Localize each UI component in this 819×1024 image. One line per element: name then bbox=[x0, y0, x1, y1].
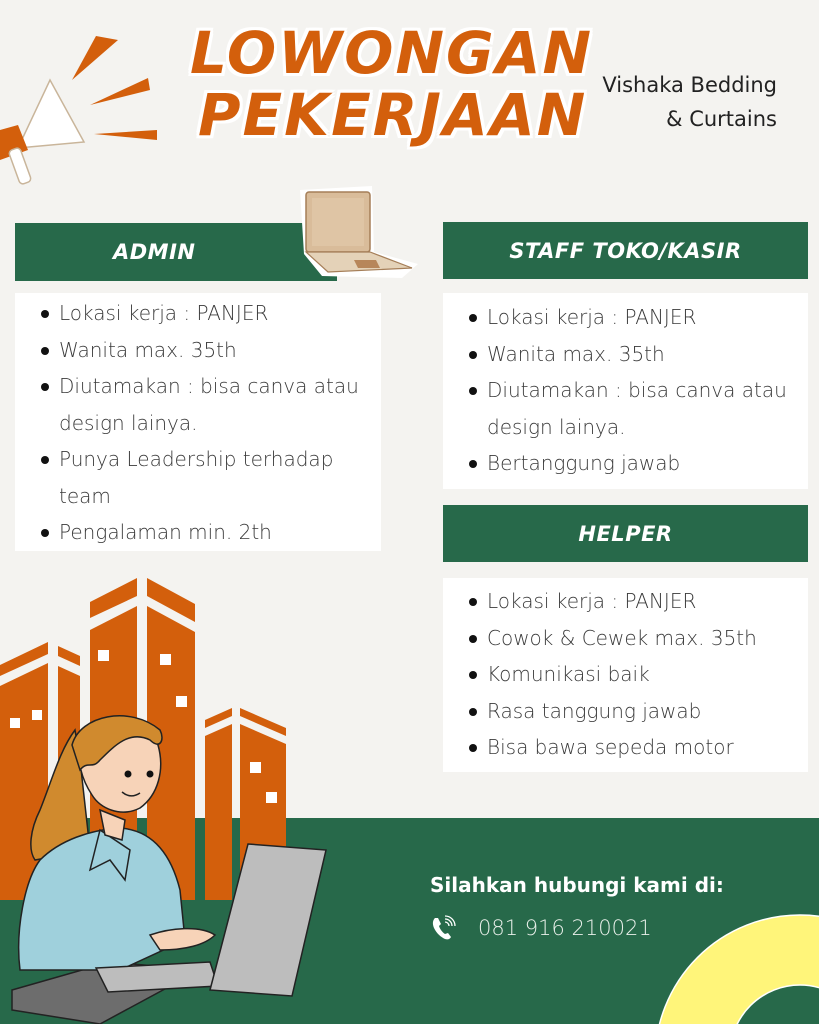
requirement-item: Punya Leadership terhadap team bbox=[15, 441, 381, 514]
company-line-1: Vishaka Bedding bbox=[602, 73, 777, 97]
requirement-item: Pengalaman min. 2th bbox=[15, 514, 381, 551]
requirement-item: Bisa bawa sepeda motor bbox=[443, 729, 808, 766]
contact-phone-row bbox=[430, 915, 652, 941]
requirement-item: Diutamakan : bisa canva atau design lainya. bbox=[15, 368, 381, 441]
contact-label: Silahkan hubungi kami di: bbox=[430, 873, 724, 897]
job-card-admin bbox=[15, 293, 381, 551]
requirement-item: Lokasi kerja : PANJER bbox=[15, 295, 381, 332]
phone-icon bbox=[430, 915, 456, 941]
laptop-icon bbox=[292, 182, 422, 282]
megaphone-icon bbox=[0, 30, 170, 190]
job-header-helper bbox=[443, 505, 808, 562]
job-title-helper: HELPER bbox=[578, 521, 673, 546]
requirements-list-staff-toko bbox=[443, 299, 808, 482]
job-title-staff-toko: STAFF TOKO/KASIR bbox=[509, 238, 742, 263]
decorative-ring bbox=[640, 905, 819, 1024]
requirement-item: Bertanggung jawab bbox=[443, 445, 808, 482]
requirement-item: Komunikasi baik bbox=[443, 656, 808, 693]
requirements-list-admin bbox=[15, 295, 381, 551]
woman-working-illustration bbox=[0, 700, 340, 1024]
requirement-item: Cowok & Cewek max. 35th bbox=[443, 620, 808, 657]
job-title-admin: ADMIN bbox=[113, 240, 196, 264]
requirement-item: Diutamakan : bisa canva atau design lainya. bbox=[443, 372, 808, 445]
contact-phone-number[interactable]: 081 916 210021 bbox=[478, 916, 652, 940]
requirement-item: Wanita max. 35th bbox=[443, 336, 808, 373]
company-name bbox=[602, 68, 777, 136]
requirement-item: Wanita max. 35th bbox=[15, 332, 381, 369]
job-card-helper bbox=[443, 578, 808, 772]
page-title bbox=[190, 19, 594, 149]
job-card-staff-toko bbox=[443, 293, 808, 489]
title-line-1: LOWONGAN bbox=[190, 19, 594, 87]
job-header-admin bbox=[15, 223, 337, 281]
requirement-item: Lokasi kerja : PANJER bbox=[443, 299, 808, 336]
requirement-item: Lokasi kerja : PANJER bbox=[443, 583, 808, 620]
title-line-2: PEKERJAAN bbox=[198, 81, 588, 149]
job-header-staff-toko bbox=[443, 222, 808, 279]
requirement-item: Rasa tanggung jawab bbox=[443, 693, 808, 730]
requirements-list-helper bbox=[443, 583, 808, 766]
company-line-2: & Curtains bbox=[666, 107, 777, 131]
